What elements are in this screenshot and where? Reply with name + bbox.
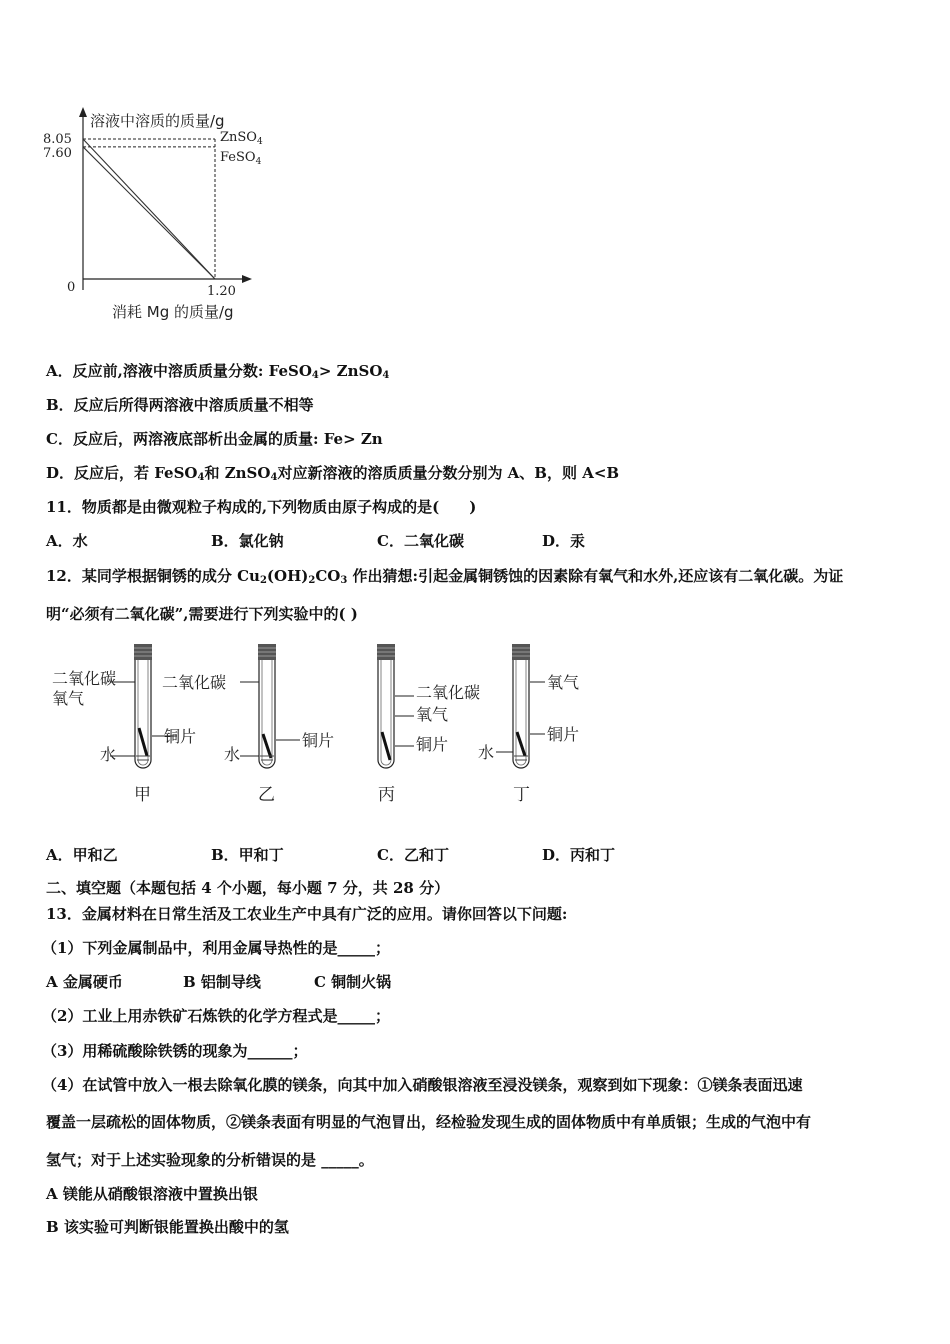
- q10-d-text: D．反应后，若 FeSO: [46, 464, 198, 482]
- jia-label-copper: 铜片: [164, 727, 197, 746]
- q12-option-a[interactable]: A．甲和乙: [46, 846, 118, 864]
- x-axis-arrow: [242, 275, 252, 283]
- q13-part4-line2: 覆盖一层疏松的固体物质，②镁条表面有明显的气泡冒出，经检验发现生成的固体物质中有单质银；生成的气泡中有: [46, 1113, 812, 1131]
- q13-part4-line3: 氢气；对于上述实验现象的分析错误的是 _____。: [46, 1151, 374, 1169]
- tube-jia: [52, 644, 196, 805]
- legend-znso4-sub: 4: [256, 137, 263, 147]
- series-znso4-line: [83, 139, 215, 279]
- y-axis-label: 溶液中溶质的质量/g: [90, 112, 225, 130]
- q13-p1-option-b[interactable]: B 铝制导线: [183, 973, 261, 991]
- tube-yi: [162, 644, 334, 805]
- legend-feso4-main: FeSO: [220, 149, 256, 165]
- q10-option-b[interactable]: B．反应后所得两溶液中溶质质量不相等: [46, 396, 314, 414]
- q12-stem-b: (OH): [266, 567, 309, 585]
- x-tick-label: 1.20: [207, 284, 236, 299]
- q12-sub-b: 2: [308, 575, 316, 586]
- yi-label-co2: 二氧化碳: [162, 673, 227, 692]
- q10-d-text3: 对应新溶液的溶质质量分数分别为 A、B，则 A<B: [277, 464, 620, 482]
- q10-option-a[interactable]: [46, 361, 389, 386]
- origin-label: 0: [67, 280, 76, 295]
- q12-sub-a: 2: [259, 575, 267, 586]
- ding-label-o2: 氧气: [547, 673, 580, 692]
- jia-label-co2: 二氧化碳: [52, 669, 117, 688]
- y-tick-label: 7.60: [43, 145, 72, 161]
- q13-option-b[interactable]: B 该实验可判断银能置换出酸中的氢: [46, 1218, 289, 1236]
- legend-znso4: [220, 130, 263, 147]
- q10-a-text: A．反应前,溶液中溶质质量分数: FeSO: [46, 362, 312, 380]
- q12-option-c[interactable]: C．乙和丁: [377, 846, 449, 864]
- tube-ding: [478, 644, 579, 805]
- x-axis-label: 消耗 Mg 的质量/g: [112, 303, 234, 321]
- q12-stem-line2: 明“必须有二氧化碳”,需要进行下列实验中的( ): [46, 605, 358, 623]
- yi-name: 乙: [258, 785, 275, 805]
- copper-strip: [139, 728, 147, 756]
- copper-strip: [382, 732, 390, 760]
- q13-option-a[interactable]: A 镁能从硝酸银溶液中置换出银: [46, 1185, 258, 1203]
- q12-stem-c: CO: [315, 567, 341, 585]
- q10-option-d[interactable]: [46, 463, 619, 488]
- y-axis-arrow: [79, 107, 87, 117]
- ding-label-copper: 铜片: [547, 725, 580, 744]
- legend-feso4-sub: 4: [255, 156, 262, 167]
- q13-stem: 13．金属材料在日常生活及工农业生产中具有广泛的应用。请你回答以下问题:: [46, 905, 568, 923]
- bing-label-co2: 二氧化碳: [416, 683, 481, 702]
- q10-option-c[interactable]: C．反应后，两溶液底部析出金属的质量: Fe> Zn: [46, 430, 383, 448]
- bing-label-o2: 氧气: [416, 705, 449, 724]
- q12-stem-d: 作出猜想:引起金属铜锈蚀的因素除有氧气和水外,还应该有二氧化碳。为证: [347, 567, 844, 585]
- bing-label-copper: 铜片: [416, 735, 449, 754]
- y-tick-label: 8.05: [43, 132, 72, 147]
- q10-d-text2: 和 ZnSO: [204, 464, 271, 482]
- tube-bing: [377, 644, 480, 805]
- q13-part4-line1: （4）在试管中放入一根去除氧化膜的镁条，向其中加入硝酸银溶液至浸没镁条，观察到如下现象：①镁条表面迅速: [42, 1076, 803, 1094]
- test-tube-diagram: [40, 638, 660, 808]
- q13-part1: （1）下列金属制品中，利用金属导热性的是_____；: [42, 939, 390, 957]
- q12-sub-c: 3: [340, 575, 348, 586]
- mass-chart: [40, 105, 340, 325]
- q10-a-text2: > ZnSO: [318, 362, 383, 380]
- legend-feso4: [220, 150, 262, 167]
- jia-name: 甲: [134, 785, 151, 805]
- yi-label-copper: 铜片: [302, 731, 335, 750]
- q12-stem-a: 12．某同学根据铜锈的成分 Cu: [46, 567, 260, 585]
- q11-stem: 11．物质都是由微观粒子构成的,下列物质由原子构成的是( ): [46, 498, 477, 516]
- yi-label-water: 水: [224, 745, 241, 764]
- series-feso4-line: [83, 147, 215, 279]
- section-heading: 二、填空题（本题包括 4 个小题，每小题 7 分，共 28 分）: [46, 879, 450, 897]
- q11-option-d[interactable]: D．汞: [542, 532, 586, 550]
- bing-name: 丙: [378, 785, 395, 805]
- copper-strip: [517, 732, 525, 756]
- q13-part3: （3）用稀硫酸除铁锈的现象为______；: [42, 1042, 308, 1060]
- q10-a-sub2: 4: [382, 370, 390, 381]
- q13-p1-option-c[interactable]: C 铜制火锅: [314, 973, 392, 991]
- q10-d-sub2: 4: [270, 472, 278, 483]
- q10-a-sub1: 4: [311, 370, 319, 381]
- q10-d-sub1: 4: [197, 472, 205, 483]
- q12-option-b[interactable]: B．甲和丁: [211, 846, 284, 864]
- legend-znso4-main: ZnSO: [220, 130, 257, 145]
- jia-label-water: 水: [100, 745, 117, 764]
- q11-option-b[interactable]: B．氯化钠: [211, 532, 284, 550]
- ding-label-water: 水: [478, 743, 495, 762]
- q12-stem-line1: [46, 566, 843, 591]
- q11-option-a[interactable]: A．水: [46, 532, 88, 550]
- q12-option-d[interactable]: D．丙和丁: [542, 846, 616, 864]
- q13-p1-option-a[interactable]: A 金属硬币: [46, 973, 123, 991]
- ding-name: 丁: [513, 785, 530, 805]
- q11-option-c[interactable]: C．二氧化碳: [377, 532, 464, 550]
- jia-label-o2: 氧气: [52, 689, 85, 708]
- q13-part2: （2）工业上用赤铁矿石炼铁的化学方程式是_____；: [42, 1007, 390, 1025]
- copper-strip: [263, 734, 271, 758]
